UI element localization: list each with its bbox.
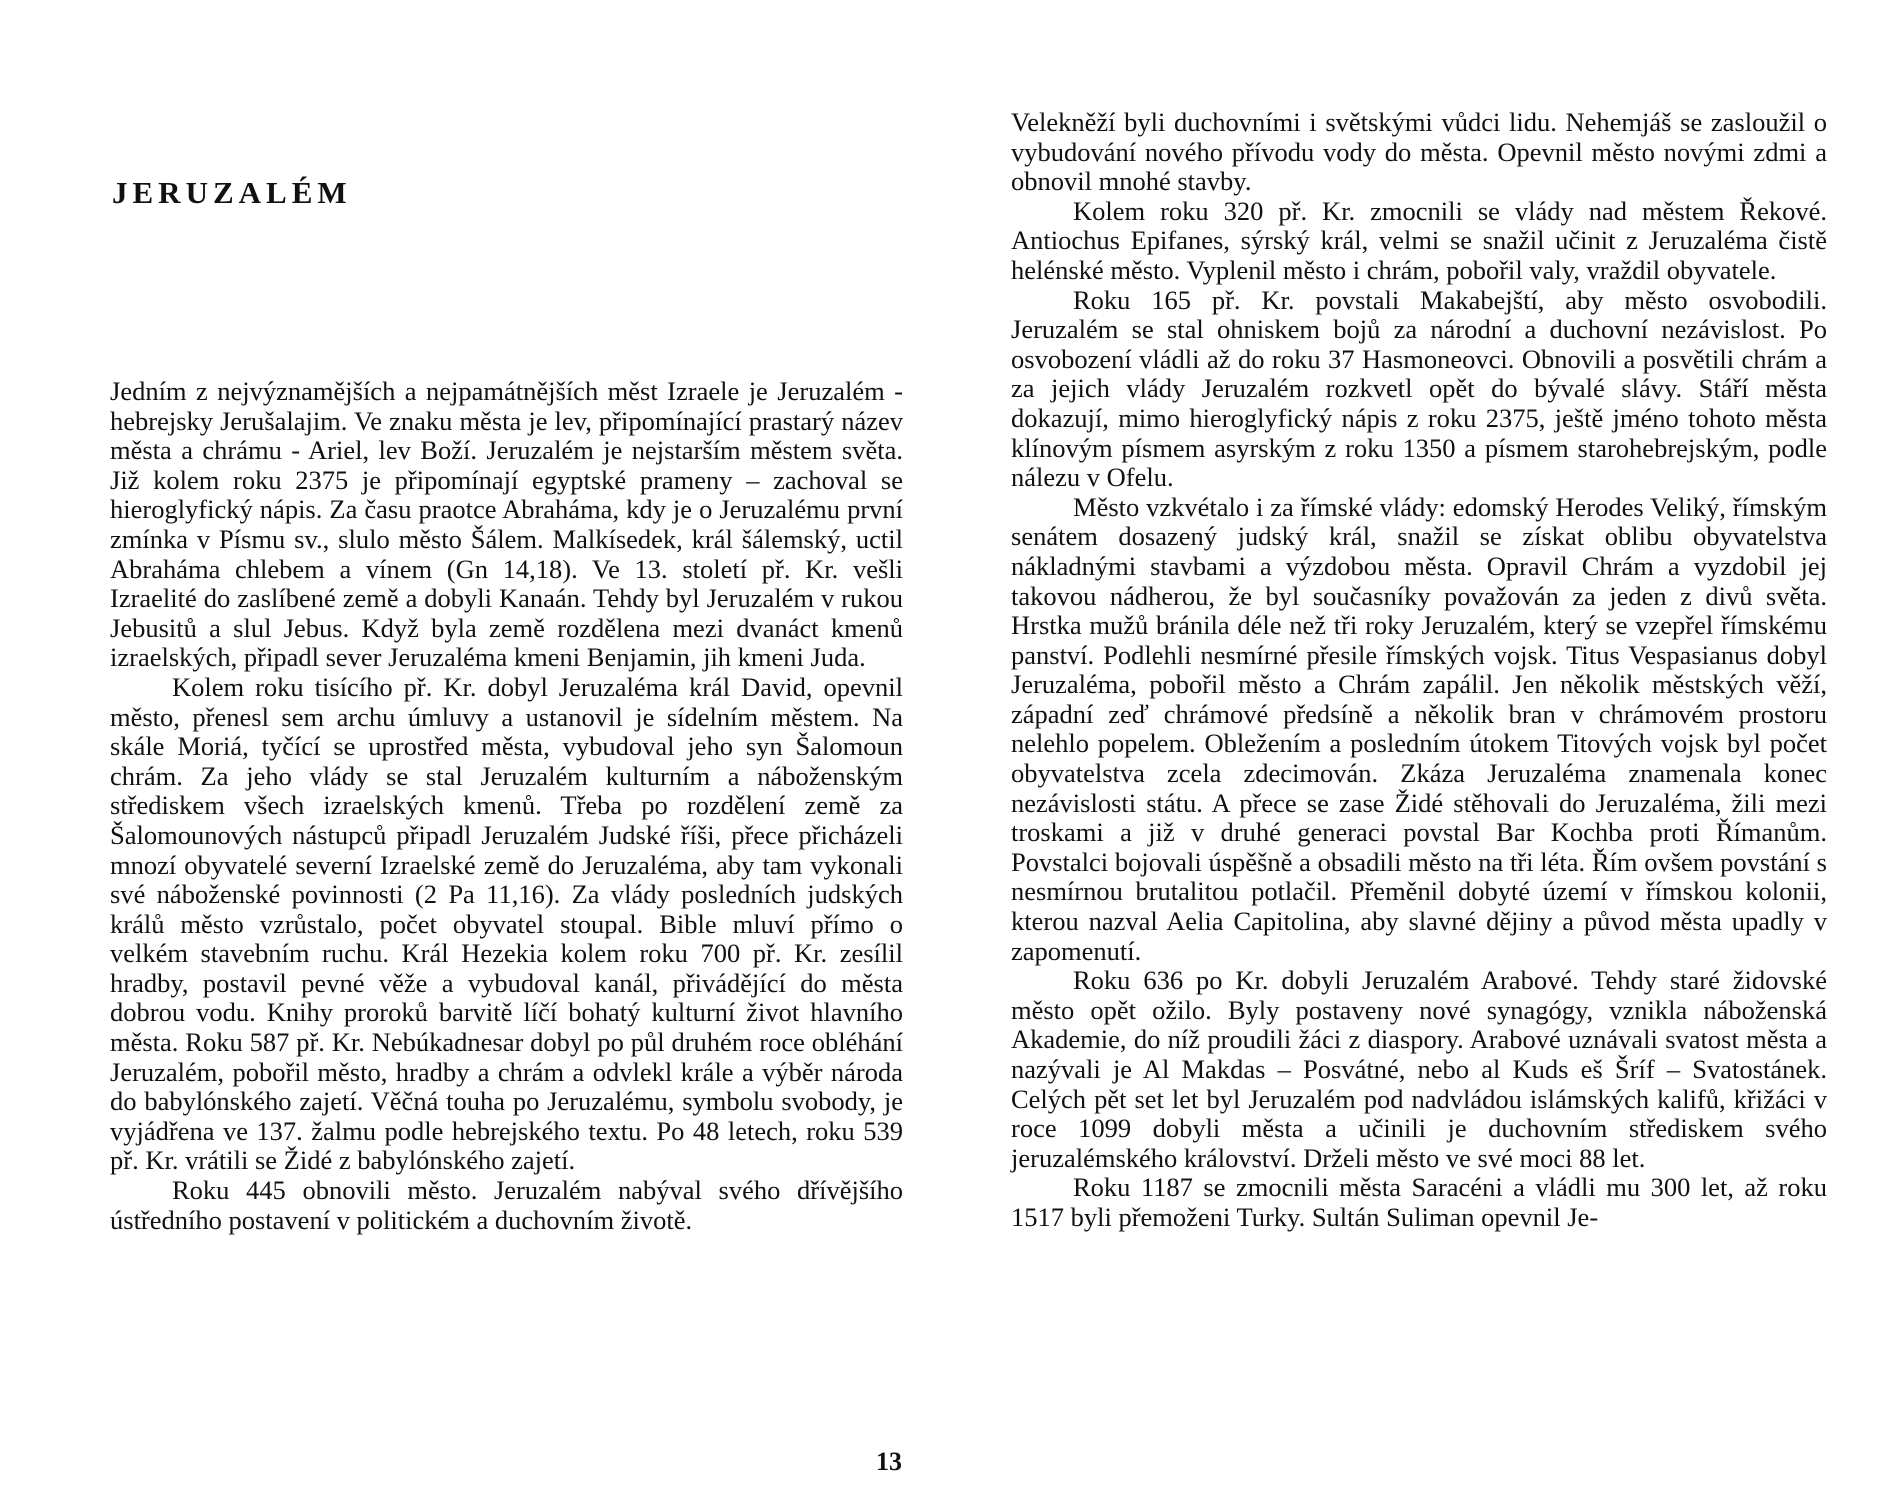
right-text-column (1011, 108, 1827, 1233)
chapter-title: JERUZALÉM (112, 175, 352, 210)
page-number: 13 (876, 1447, 902, 1476)
left-text-column (110, 377, 903, 1235)
paragraph: Jedním z nejvýznamějších a nejpamátnějších měst Izraele je Jeruzalém - hebrejsky Jerušalajim. Ve znaku města je lev, připomínající prastarý název města a chrámu - Ariel, lev Boží. Jeruzalém je nejstarším městem světa. Již kolem roku 2375 je připomínají egyptské prameny – zachoval se hieroglyfický nápis. Za času praotce Abraháma, kdy je o Jeruzalému první zmínka v Písmu sv., slulo město Šálem. Malkísedek, král šálemský, uctil Abraháma chlebem a vínem (Gn 14,18). Ve 13. století př. Kr. vešli Izraelité do zaslíbené země a dobyli Kanaán. Tehdy byl Jeruzalém v rukou Jebusitů a slul Jebus. Když byla země rozdělena mezi dvanáct kmenů izraelských, připadl sever Jeruzaléma kmeni Benjamin, jih kmeni Juda. (110, 376, 903, 673)
paragraph: Roku 165 př. Kr. povstali Makabejští, aby město osvobodili. Jeruzalém se stal ohniskem bojů za národní a duchovní nezávislost. Po osvobození vládli až do roku 37 Hasmoneovci. Obnovili a posvětili chrám a za jejich vlády Jeruzalém rozkvetl opět do bývalé slávy. Stáří města dokazují, mimo hieroglyfický nápis z roku 2375, ještě jméno tohoto města klínovým písmem asyrským z roku 1350 a písmem starohebrejským, podle nálezu v Ofelu. (1011, 284, 1827, 493)
paragraph: Velekněží byli duchovními i světskými vůdci lidu. Nehemjáš se zasloužil o vybudování nového přívodu vody do města. Opevnil město novými zdmi a obnovil mnohé stavby. (1011, 107, 1827, 197)
paragraph: Kolem roku 320 př. Kr. zmocnili se vlády nad městem Řekové. Antiochus Epifanes, sýrský král, velmi se snažil učinit z Jeruzaléma čistě helénské město. Vyplenil město i chrám, pobořil valy, vraždil obyvatele. (1011, 195, 1827, 285)
paragraph: Roku 636 po Kr. dobyli Jeruzalém Arabové. Tehdy staré židovské město opět ožilo. Byly postaveny nové synagógy, vznikla náboženská Akademie, do níž proudili žáci z diaspory. Arabové uznávali svatost města a nazývali je Al Makdas – Posvátné, nebo al Kuds eš Šríf – Svatostánek. Celých pět set let byl Jeruzalém pod nadvládou islámských kalifů, křižáci v roce 1099 dobyli města a učinili je duchovním střediskem svého jeruzalémského království. Drželi město ve své moci 88 let. (1011, 965, 1827, 1173)
paragraph: Kolem roku tisícího př. Kr. dobyl Jeruzaléma král David, opevnil město, přenesl sem archu úmluvy a ustanovil je sídelním městem. Na skále Moriá, tyčící se uprostřed města, vybudoval jeho syn Šalomoun chrám. Za jeho vlády se stal Jeruzalém kulturním a náboženským střediskem všech izraelských kmenů. Třeba po rozdělení země za Šalomounových nástupců připadl Jeruzalém Judské říši, přece přicházeli mnozí obyvatelé severní Izraelské země do Jeruzaléma, aby tam vykonali své náboženské povinnosti (2 Pa 11,16). Za vlády posledních judských králů město vzrůstalo, počet obyvatel stoupal. Bible mluví přímo o velkém stavebním ruchu. Král Hezekia kolem roku 700 př. Kr. zesílil hradby, postavil pevné věže a vybudoval kanál, přivádějící do města dobrou vodu. Knihy proroků barvitě líčí bohatý kulturní život hlavního města. Roku 587 př. Kr. Nebúkadnesar dobyl po půl druhém roce obléhání Jeruzalém, pobořil město, hradby a chrám a odvlekl krále a výběr národa do babylónského zajetí. Věčná touha po Jeruzalému, symbolu svobody, je vyjádřena ve 137. žalmu podle hebrejského textu. Po 48 letech, roku 539 př. Kr. vrátili se Židé z babylónského zajetí. (110, 671, 903, 1176)
right-page (946, 0, 1892, 1500)
paragraph: Roku 445 obnovili město. Jeruzalém nabýval svého dřívějšího ústředního postavení v politickém a duchovním životě. (110, 1175, 903, 1235)
paragraph: Město vzkvétalo i za římské vlády: edomský Herodes Veliký, římským senátem dosazený judský král, snažil se získat oblibu obyvatelstva nákladnými stavbami a výzdobou města. Opravil Chrám a vyzdobil jej takovou nádherou, že byl současníky považován za jeden z divů světa. Hrstka mužů bránila déle než tři roky Jeruzalém, který se vzepřel římskému panství. Podlehli nesmírné přesile římských vojsk. Titus Vespasianus dobyl Jeruzaléma, pobořil město a Chrám zapálil. Jen několik městských věží, západní zeď chrámové předsíně a několik bran v chrámovém prostoru nelehlo popelem. Obležením a posledním útokem Titových vojsk byl počet obyvatelstva zcela zdecimován. Zkáza Jeruzaléma znamenala konec nezávislosti státu. A přece se zase Židé stěhovali do Jeruzaléma, žili mezi troskami a již v druhé generaci povstal Bar Kochba proti Římanům. Povstalci bojovali úspěšně a obsadili město na tři léta. Řím ovšem povstání s nesmírnou brutalitou potlačil. Přeměnil dobyté území v římskou kolonii, kterou nazval Aelia Capitolina, aby slavné dějiny a původ města upadly v zapomenutí. (1011, 491, 1827, 966)
paragraph: Roku 1187 se zmocnili města Saracéni a vládli mu 300 let, až roku 1517 byli přemoženi Turky. Sultán Suliman opevnil Je- (1011, 1172, 1827, 1232)
